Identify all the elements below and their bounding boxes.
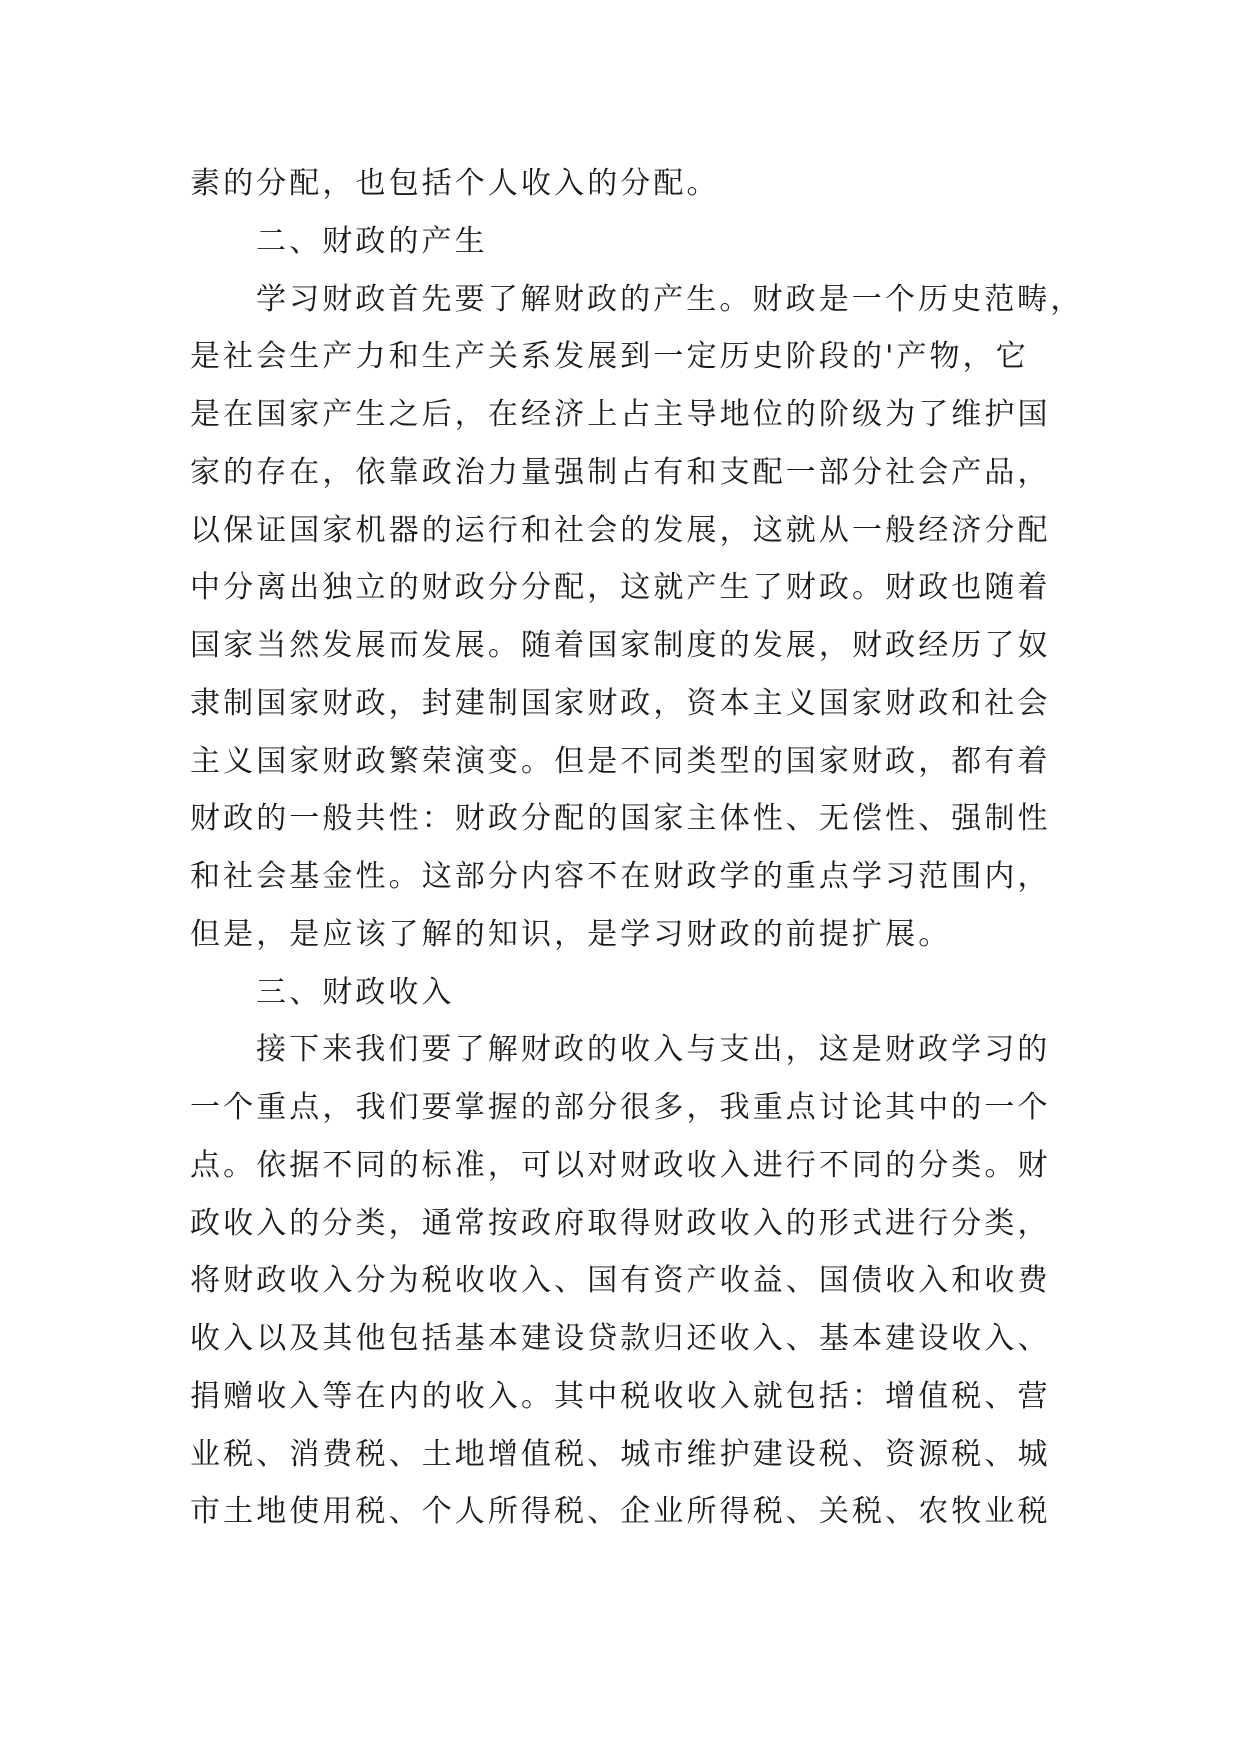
- text-line: 但是，是应该了解的知识，是学习财政的前提扩展。: [190, 916, 952, 952]
- text-line: 中分离出独立的财政分分配，这就产生了财政。财政也随着: [190, 570, 1051, 606]
- text-line: 家的存在，依靠政治力量强制占有和支配一部分社会产品，: [190, 454, 1051, 490]
- text-line: 一个重点，我们要掌握的部分很多，我重点讨论其中的一个: [190, 1090, 1051, 1125]
- text-line: 将财政收入分为税收收入、国有资产收益、国债收入和收费: [190, 1263, 1051, 1299]
- section-heading: 三、财政收入: [256, 974, 455, 1010]
- text-line: 以保证国家机器的运行和社会的发展，这就从一般经济分配: [190, 512, 1051, 548]
- text-line: 素的分配，也包括个人收入的分配。: [190, 166, 720, 201]
- text-line: 是在国家产生之后，在经济上占主导地位的阶级为了维护国: [190, 397, 1051, 432]
- text-line: 和社会基金性。这部分内容不在财政学的重点学习范围内，: [190, 859, 1051, 894]
- text-line: 是社会生产力和生产关系发展到一定历史阶段的'产物，它: [190, 339, 1029, 375]
- text-line: 捐赠收入等在内的收入。其中税收收入就包括：增值税、营: [190, 1378, 1051, 1414]
- text-line: 市土地使用税、个人所得税、企业所得税、关税、农牧业税: [190, 1494, 1051, 1530]
- section-heading: 二、财政的产生: [256, 223, 488, 259]
- text-line: 收入以及其他包括基本建设贷款归还收入、基本建设收入、: [190, 1321, 1051, 1356]
- text-line: 隶制国家财政，封建制国家财政，资本主义国家财政和社会: [190, 685, 1051, 721]
- text-line: 业税、消费税、土地增值税、城市维护建设税、资源税、城: [190, 1436, 1051, 1472]
- text-line: 财政的一般共性：财政分配的国家主体性、无偿性、强制性: [190, 801, 1051, 837]
- document-body: [190, 155, 1090, 1541]
- text-line: 主义国家财政繁荣演变。但是不同类型的国家财政，都有着: [190, 743, 1051, 779]
- text-line: 国家当然发展而发展。随着国家制度的发展，财政经历了奴: [190, 628, 1051, 663]
- paragraph-first-line: 学习财政首先要了解财政的产生。财政是一个历史范畴，: [256, 281, 1084, 317]
- text-line: 点。依据不同的标准，可以对财政收入进行不同的分类。财: [190, 1147, 1051, 1183]
- text-line: 政收入的分类，通常按政府取得财政收入的形式进行分类，: [190, 1205, 1051, 1241]
- paragraph-first-line: 接下来我们要了解财政的收入与支出，这是财政学习的: [256, 1032, 1051, 1068]
